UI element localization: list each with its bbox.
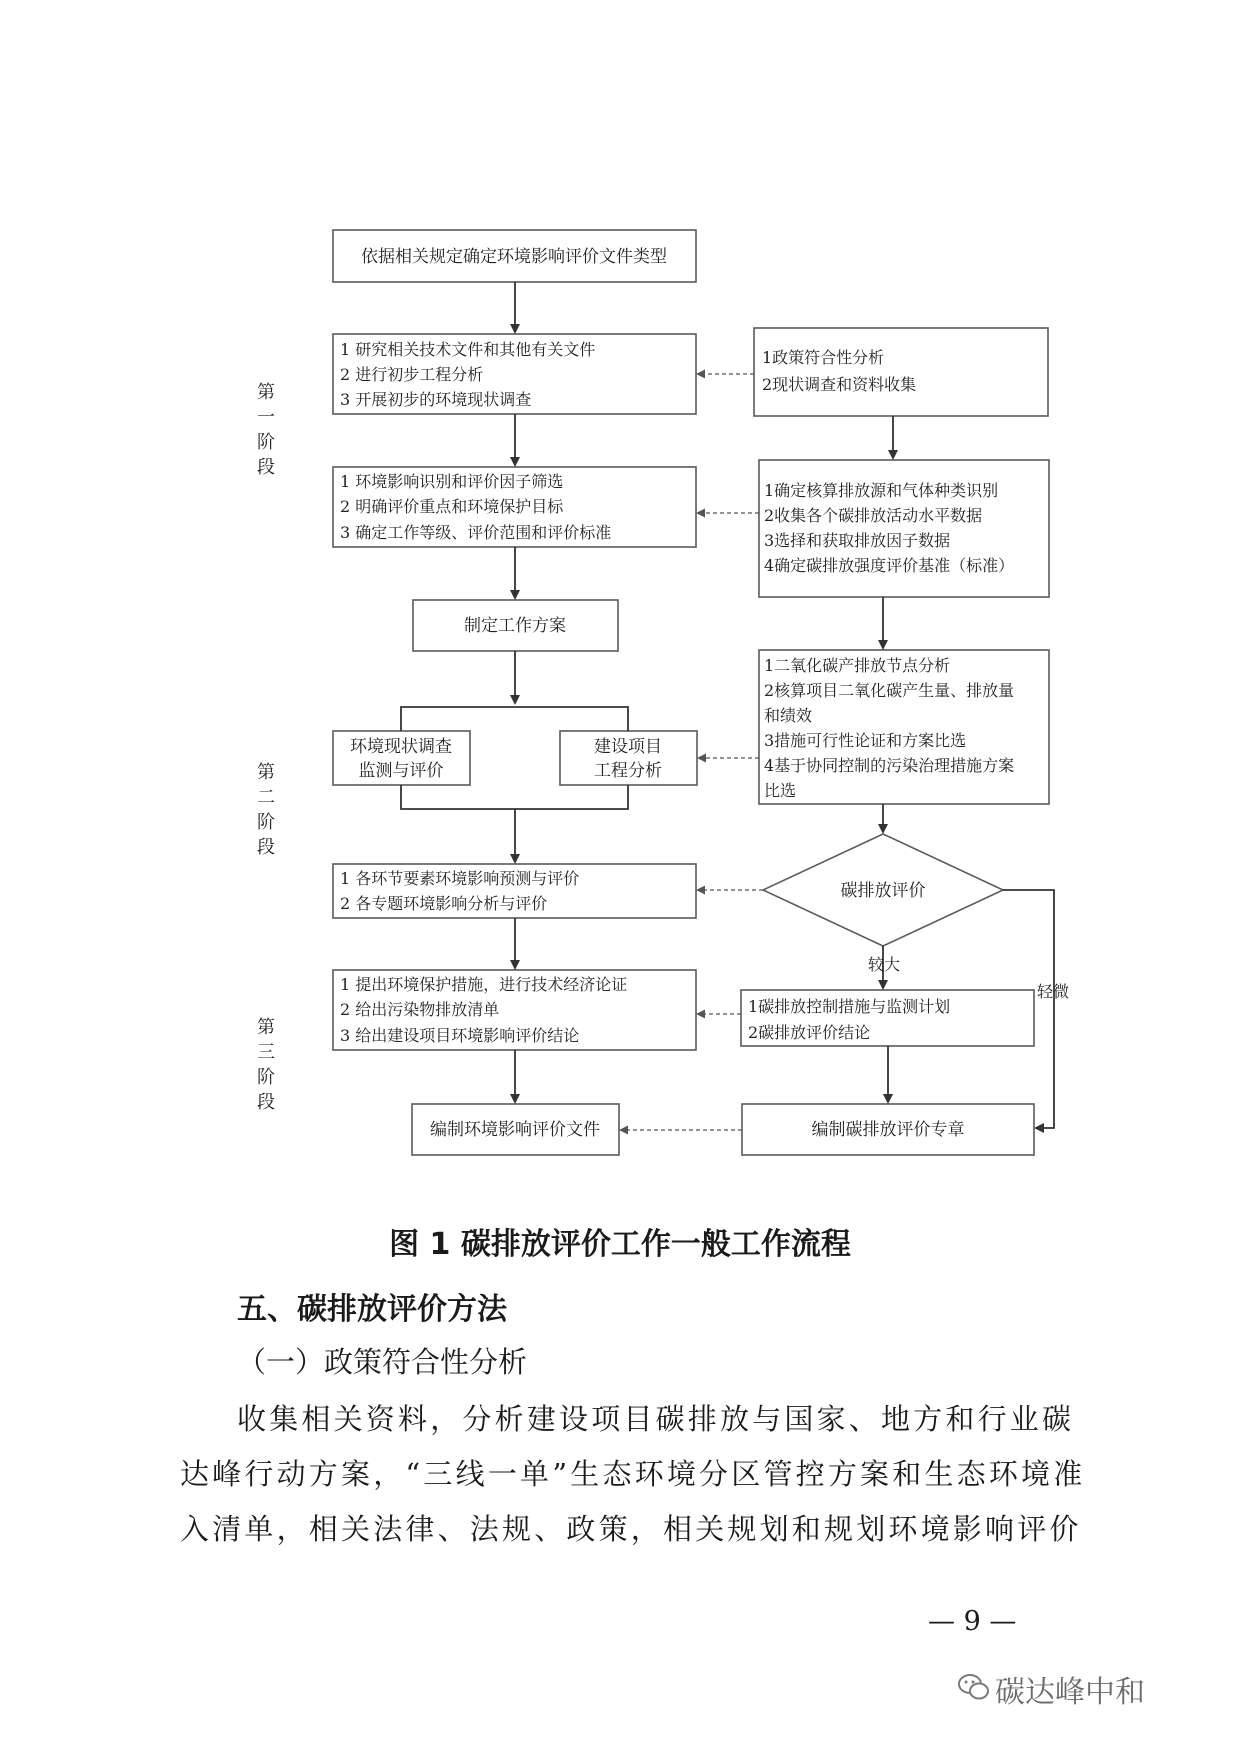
box-stage1-study xyxy=(333,334,696,414)
svg-text:一: 一 xyxy=(257,407,275,428)
watermark: 碳达峰中和 xyxy=(995,1675,1145,1710)
svg-text:编制碳排放评价专章: 编制碳排放评价专章 xyxy=(811,1120,965,1140)
paragraph-line: 入清单，相关法律、法规、政策，相关规划和规划环境影响评价 xyxy=(180,1512,1082,1546)
box-stage1-identify xyxy=(333,467,696,547)
box-carbon-control xyxy=(741,990,1034,1046)
svg-text:3 给出建设项目环境影响评价结论: 3 给出建设项目环境影响评价结论 xyxy=(340,1026,580,1045)
svg-text:1 各环节要素环境影响预测与评价: 1 各环节要素环境影响预测与评价 xyxy=(340,869,580,888)
svg-text:2 给出污染物排放清单: 2 给出污染物排放清单 xyxy=(340,1000,500,1019)
svg-text:碳排放评价: 碳排放评价 xyxy=(840,881,926,901)
box-compile-eia xyxy=(412,1104,619,1155)
svg-text:1 提出环境保护措施，进行技术经济论证: 1 提出环境保护措施，进行技术经济论证 xyxy=(340,975,628,994)
svg-text:1二氧化碳产排放节点分析: 1二氧化碳产排放节点分析 xyxy=(764,656,951,675)
svg-text:和绩效: 和绩效 xyxy=(764,706,813,725)
svg-text:1碳排放控制措施与监测计划: 1碳排放控制措施与监测计划 xyxy=(748,997,951,1016)
figure-caption: 图 1 碳排放评价工作一般工作流程 xyxy=(389,1227,851,1262)
svg-text:段: 段 xyxy=(257,1092,275,1113)
box-carbon-source xyxy=(759,460,1049,597)
label-minor: 轻微 xyxy=(1036,982,1070,1001)
svg-text:4确定碳排放强度评价基准（标准）: 4确定碳排放强度评价基准（标准） xyxy=(764,556,1015,575)
stage-label-2 xyxy=(257,762,275,858)
svg-text:1 研究相关技术文件和其他有关文件: 1 研究相关技术文件和其他有关文件 xyxy=(340,340,596,359)
stage-label-1 xyxy=(257,382,275,478)
page-number: — 9 — xyxy=(928,1606,1017,1637)
svg-text:编制环境影响评价文件: 编制环境影响评价文件 xyxy=(430,1120,600,1140)
svg-text:2核算项目二氧化碳产生量、排放量: 2核算项目二氧化碳产生量、排放量 xyxy=(764,681,1015,700)
svg-text:1确定核算排放源和气体种类识别: 1确定核算排放源和气体种类识别 xyxy=(764,481,999,500)
bracket-top xyxy=(401,707,628,731)
svg-text:第: 第 xyxy=(257,762,275,783)
box-compile-carbon xyxy=(742,1104,1034,1155)
svg-text:2 进行初步工程分析: 2 进行初步工程分析 xyxy=(340,365,484,384)
paragraph-line: 收集相关资料，分析建设项目碳排放与国家、地方和行业碳 xyxy=(237,1402,1075,1436)
svg-text:段: 段 xyxy=(257,837,275,858)
box-env-survey xyxy=(333,731,470,785)
svg-text:建设项目: 建设项目 xyxy=(594,737,662,757)
svg-text:2 各专题环境影响分析与评价: 2 各专题环境影响分析与评价 xyxy=(340,894,548,913)
svg-text:二: 二 xyxy=(257,787,275,808)
svg-text:2碳排放评价结论: 2碳排放评价结论 xyxy=(748,1023,871,1042)
label-larger: 较大 xyxy=(867,955,901,974)
svg-text:三: 三 xyxy=(257,1042,275,1063)
svg-text:制定工作方案: 制定工作方案 xyxy=(464,616,566,636)
box-prediction xyxy=(333,864,696,918)
svg-text:阶: 阶 xyxy=(257,432,275,453)
paragraph-line: 达峰行动方案，“三线一单”生态环境分区管控方案和生态环境准 xyxy=(180,1457,1086,1491)
svg-text:2收集各个碳排放活动水平数据: 2收集各个碳排放活动水平数据 xyxy=(764,506,983,525)
box-work-plan xyxy=(413,600,618,651)
box-determine-type xyxy=(333,230,696,282)
bracket-bottom xyxy=(401,785,628,809)
section-heading: 五、碳排放评价方法 xyxy=(237,1292,507,1327)
box-project-analysis xyxy=(560,731,697,785)
svg-text:1 环境影响识别和评价因子筛选: 1 环境影响识别和评价因子筛选 xyxy=(340,472,564,491)
svg-text:环境现状调查: 环境现状调查 xyxy=(350,737,452,757)
svg-text:监测与评价: 监测与评价 xyxy=(358,761,444,781)
svg-text:比选: 比选 xyxy=(764,781,797,800)
decision-carbon-eval xyxy=(763,834,1003,946)
svg-text:3 确定工作等级、评价范围和评价标准: 3 确定工作等级、评价范围和评价标准 xyxy=(340,523,612,542)
stage-label-3 xyxy=(257,1017,275,1113)
svg-text:2 明确评价重点和环境保护目标: 2 明确评价重点和环境保护目标 xyxy=(340,497,564,516)
svg-text:第: 第 xyxy=(257,1017,275,1038)
svg-text:第: 第 xyxy=(257,382,275,403)
box-measures xyxy=(333,970,696,1050)
svg-text:2现状调查和资料收集: 2现状调查和资料收集 xyxy=(762,375,917,394)
svg-text:段: 段 xyxy=(257,457,275,478)
svg-text:3措施可行性论证和方案比选: 3措施可行性论证和方案比选 xyxy=(764,731,967,750)
box-policy xyxy=(754,328,1048,416)
svg-text:4基于协同控制的污染治理措施方案: 4基于协同控制的污染治理措施方案 xyxy=(764,756,1015,775)
svg-text:依据相关规定确定环境影响评价文件类型: 依据相关规定确定环境影响评价文件类型 xyxy=(361,247,667,267)
svg-text:3 开展初步的环境现状调查: 3 开展初步的环境现状调查 xyxy=(340,390,532,409)
box-co2-analysis xyxy=(759,650,1049,804)
svg-text:3选择和获取排放因子数据: 3选择和获取排放因子数据 xyxy=(764,531,951,550)
svg-text:1政策符合性分析: 1政策符合性分析 xyxy=(762,348,885,367)
svg-text:阶: 阶 xyxy=(257,1067,275,1088)
svg-text:阶: 阶 xyxy=(257,812,275,833)
svg-text:工程分析: 工程分析 xyxy=(594,761,662,781)
wechat-icon xyxy=(957,1672,991,1702)
subsection-heading: （一）政策符合性分析 xyxy=(237,1345,528,1379)
